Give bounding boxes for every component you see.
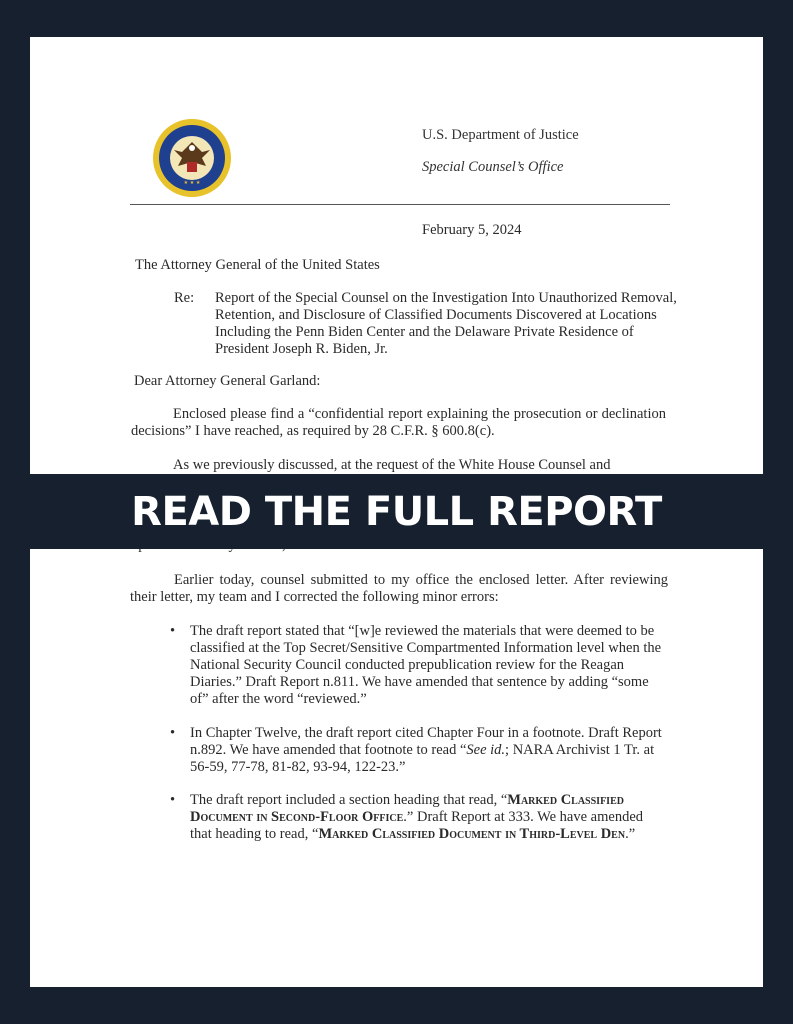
svg-text:★ ★ ★: ★ ★ ★ <box>183 180 201 186</box>
paragraph-earlier-today: Earlier today, counsel submitted to my office the enclosed letter. After reviewing their letter, my team and I corrected the following minor errors: <box>130 572 668 605</box>
salutation: Dear Attorney General Garland: <box>134 373 321 389</box>
bullet-text: In Chapter Twelve, the draft report cited Chapter Four in a footnote. Draft Report n.892. We have amended that footnote to read “See id.; NARA Archivist 1 Tr. at 56-59, 77-78, 81-82, 93-94, 122-23.” <box>190 725 662 775</box>
bullet-icon: • <box>170 792 176 808</box>
bullet-icon: • <box>170 725 176 741</box>
read-full-report-banner[interactable] <box>0 474 793 549</box>
banner-label[interactable]: READ THE FULL REPORT <box>131 488 662 535</box>
recipient: The Attorney General of the United States <box>135 257 380 273</box>
bullet-text: The draft report stated that “[w]e reviewed the materials that were deemed to be classified at the Top Secret/Sensitive Compartmented Information level when the National Security Council conducted prepublication review for the Reagan Diaries.” Draft Report n.811. We have amended that sentence by adding “some of” after the word “reviewed.” <box>190 623 662 707</box>
letterhead-divider <box>130 204 670 205</box>
doj-seal-icon <box>152 118 232 198</box>
office-name: Special Counsel’s Office <box>422 159 564 175</box>
re-subject: Report of the Special Counsel on the Investigation Into Unauthorized Removal, Retention, and Disclosure of Classified Documents Discovered at Locations Including the Penn Biden Center and the Delaware Private Residence of President Joseph R. Biden, Jr. <box>215 290 677 357</box>
paragraph-discussed: As we previously discussed, at the request of the White House Counsel and <box>173 457 611 473</box>
letter-date: February 5, 2024 <box>422 222 522 238</box>
re-label: Re: <box>174 290 195 306</box>
paragraph-enclosed: Enclosed please find a “confidential report explaining the prosecution or declination decisions” I have reached, as required by 28 C.F.R. § 600.8(c). <box>131 406 666 439</box>
department-name: U.S. Department of Justice <box>422 127 579 143</box>
bullet-text: The draft report included a section heading that read, “Marked Classified Document in Second-Floor Office.” Draft Report at 333. We have amended that heading to read, “Marked Classified Document in Third-Level Den.” <box>190 792 644 842</box>
bullet-icon: • <box>170 623 176 639</box>
